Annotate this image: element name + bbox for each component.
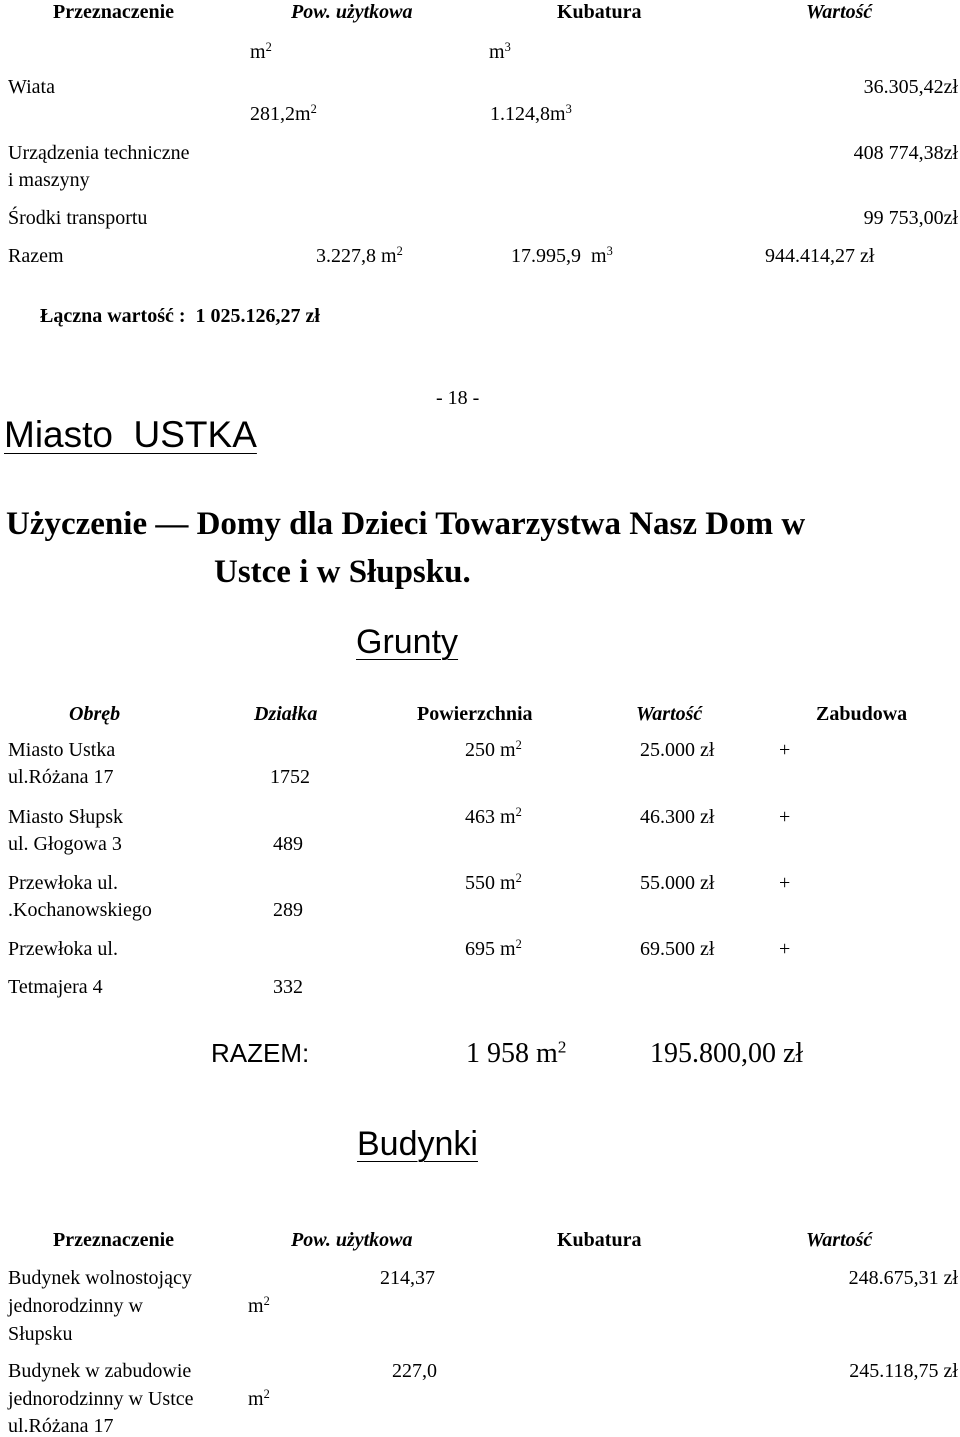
budynki-row-line1: Budynek wolnostojący	[8, 1267, 192, 1289]
grunty-row-location: Przewłoka ul.	[8, 872, 118, 894]
grunty-total-value: 195.800,00 zł	[650, 1038, 804, 1069]
header-volume: Kubatura	[557, 1, 642, 23]
grunty-heading: Grunty	[356, 623, 459, 661]
budynki-row-line2: jednorodzinny w	[8, 1295, 143, 1317]
grunty-header-precinct: Obręb	[69, 703, 121, 725]
grunty-header-plot: Działka	[254, 703, 318, 725]
section-title-line1: Użyczenie — Domy dla Dzieci Towarzystwa Nasz Dom w	[6, 506, 806, 542]
grunty-row-location: Miasto Słupsk	[8, 806, 124, 828]
budynki-header-volume: Kubatura	[557, 1229, 642, 1251]
budynki-row-value: 248.675,31 zł	[848, 1267, 958, 1289]
city-heading: Miasto USTKA	[4, 414, 257, 455]
budynki-row-area: 227,0	[392, 1360, 437, 1382]
grunty-row-plot: 1752	[270, 766, 310, 788]
budynki-row-line2: jednorodzinny w Ustce	[8, 1388, 194, 1410]
row-wiata-purpose: Wiata	[8, 76, 55, 98]
grunty-row-area: 550 $m^2$	[465, 871, 522, 894]
row-wiata-area: $281,2m^2$	[250, 102, 317, 125]
grunty-row-built: +	[779, 806, 791, 828]
grunty-row-value: 55.000 zł	[640, 872, 715, 894]
row-wiata-value: 36.305,42zł	[863, 76, 958, 98]
grunty-row-location: Miasto Ustka	[8, 739, 116, 761]
grunty-row-value: 46.300 zł	[640, 806, 715, 828]
total-label: Razem	[8, 245, 64, 267]
grunty-row-location: Przewłoka ul.	[8, 938, 118, 960]
row-equipment-value: 408 774,38zł	[853, 142, 958, 164]
grunty-row-street: ul. Głogowa 3	[8, 833, 122, 855]
header-value: Wartość	[806, 1, 873, 23]
grunty-row-plot: 332	[273, 976, 303, 998]
row-transport-value: 99 753,00zł	[863, 207, 958, 229]
grunty-row-area: 250 $m^2$	[465, 738, 522, 761]
budynki-header-value: Wartość	[806, 1229, 873, 1251]
total-volume: 17.995,9 $m^3$	[511, 244, 613, 267]
budynki-header-purpose: Przeznaczenie	[53, 1229, 175, 1251]
volume-unit: $m^3$	[489, 40, 511, 63]
grunty-total-area: 1 958 $m^2$	[466, 1037, 567, 1069]
header-area: Pow. użytkowa	[291, 1, 413, 23]
budynki-row-line3: Słupsku	[8, 1323, 73, 1345]
grunty-row-area: 463 $m^2$	[465, 805, 522, 828]
budynki-row-value: 245.118,75 zł	[849, 1360, 958, 1382]
overall-value: Łączna wartość : 1 025.126,27 zł	[40, 305, 320, 327]
budynki-row-area: 214,37	[380, 1267, 435, 1289]
budynki-row-unit: $m^2$	[248, 1294, 270, 1317]
total-area: 3.227,8 $m^2$	[316, 244, 403, 267]
grunty-row-value: 25.000 zł	[640, 739, 715, 761]
grunty-header-value: Wartość	[636, 703, 703, 725]
grunty-row-plot: 289	[273, 899, 303, 921]
section-title-line2: Ustce i w Słupsku.	[214, 554, 471, 590]
row-wiata-volume: $1.124,8m^3$	[490, 102, 572, 125]
grunty-row-street: ul.Różana 17	[8, 766, 114, 788]
budynki-row-line3: ul.Różana 17	[8, 1415, 114, 1437]
grunty-row-area: 695 $m^2$	[465, 937, 522, 960]
row-transport-purpose: Środki transportu	[8, 207, 148, 229]
row-equipment-purpose-line2: i maszyny	[8, 169, 90, 191]
grunty-row-built: +	[779, 739, 791, 761]
grunty-row-street: Tetmajera 4	[8, 976, 103, 998]
grunty-header-area: Powierzchnia	[417, 703, 533, 725]
row-equipment-purpose-line1: Urządzenia techniczne	[8, 142, 190, 164]
grunty-row-built: +	[779, 938, 791, 960]
budynki-header-area: Pow. użytkowa	[291, 1229, 413, 1251]
grunty-row-plot: 489	[273, 833, 303, 855]
area-unit: $m^2$	[250, 40, 272, 63]
header-purpose: Przeznaczenie	[53, 1, 175, 23]
grunty-row-built: +	[779, 872, 791, 894]
budynki-row-unit: $m^2$	[248, 1387, 270, 1410]
grunty-row-street: .Kochanowskiego	[8, 899, 152, 921]
grunty-total-label: RAZEM:	[211, 1038, 310, 1068]
total-value: 944.414,27 zł	[765, 245, 875, 267]
budynki-heading: Budynki	[357, 1125, 478, 1163]
budynki-row-line1: Budynek w zabudowie	[8, 1360, 192, 1382]
grunty-header-built: Zabudowa	[816, 703, 908, 725]
page-number: - 18 -	[436, 387, 480, 409]
grunty-row-value: 69.500 zł	[640, 938, 715, 960]
